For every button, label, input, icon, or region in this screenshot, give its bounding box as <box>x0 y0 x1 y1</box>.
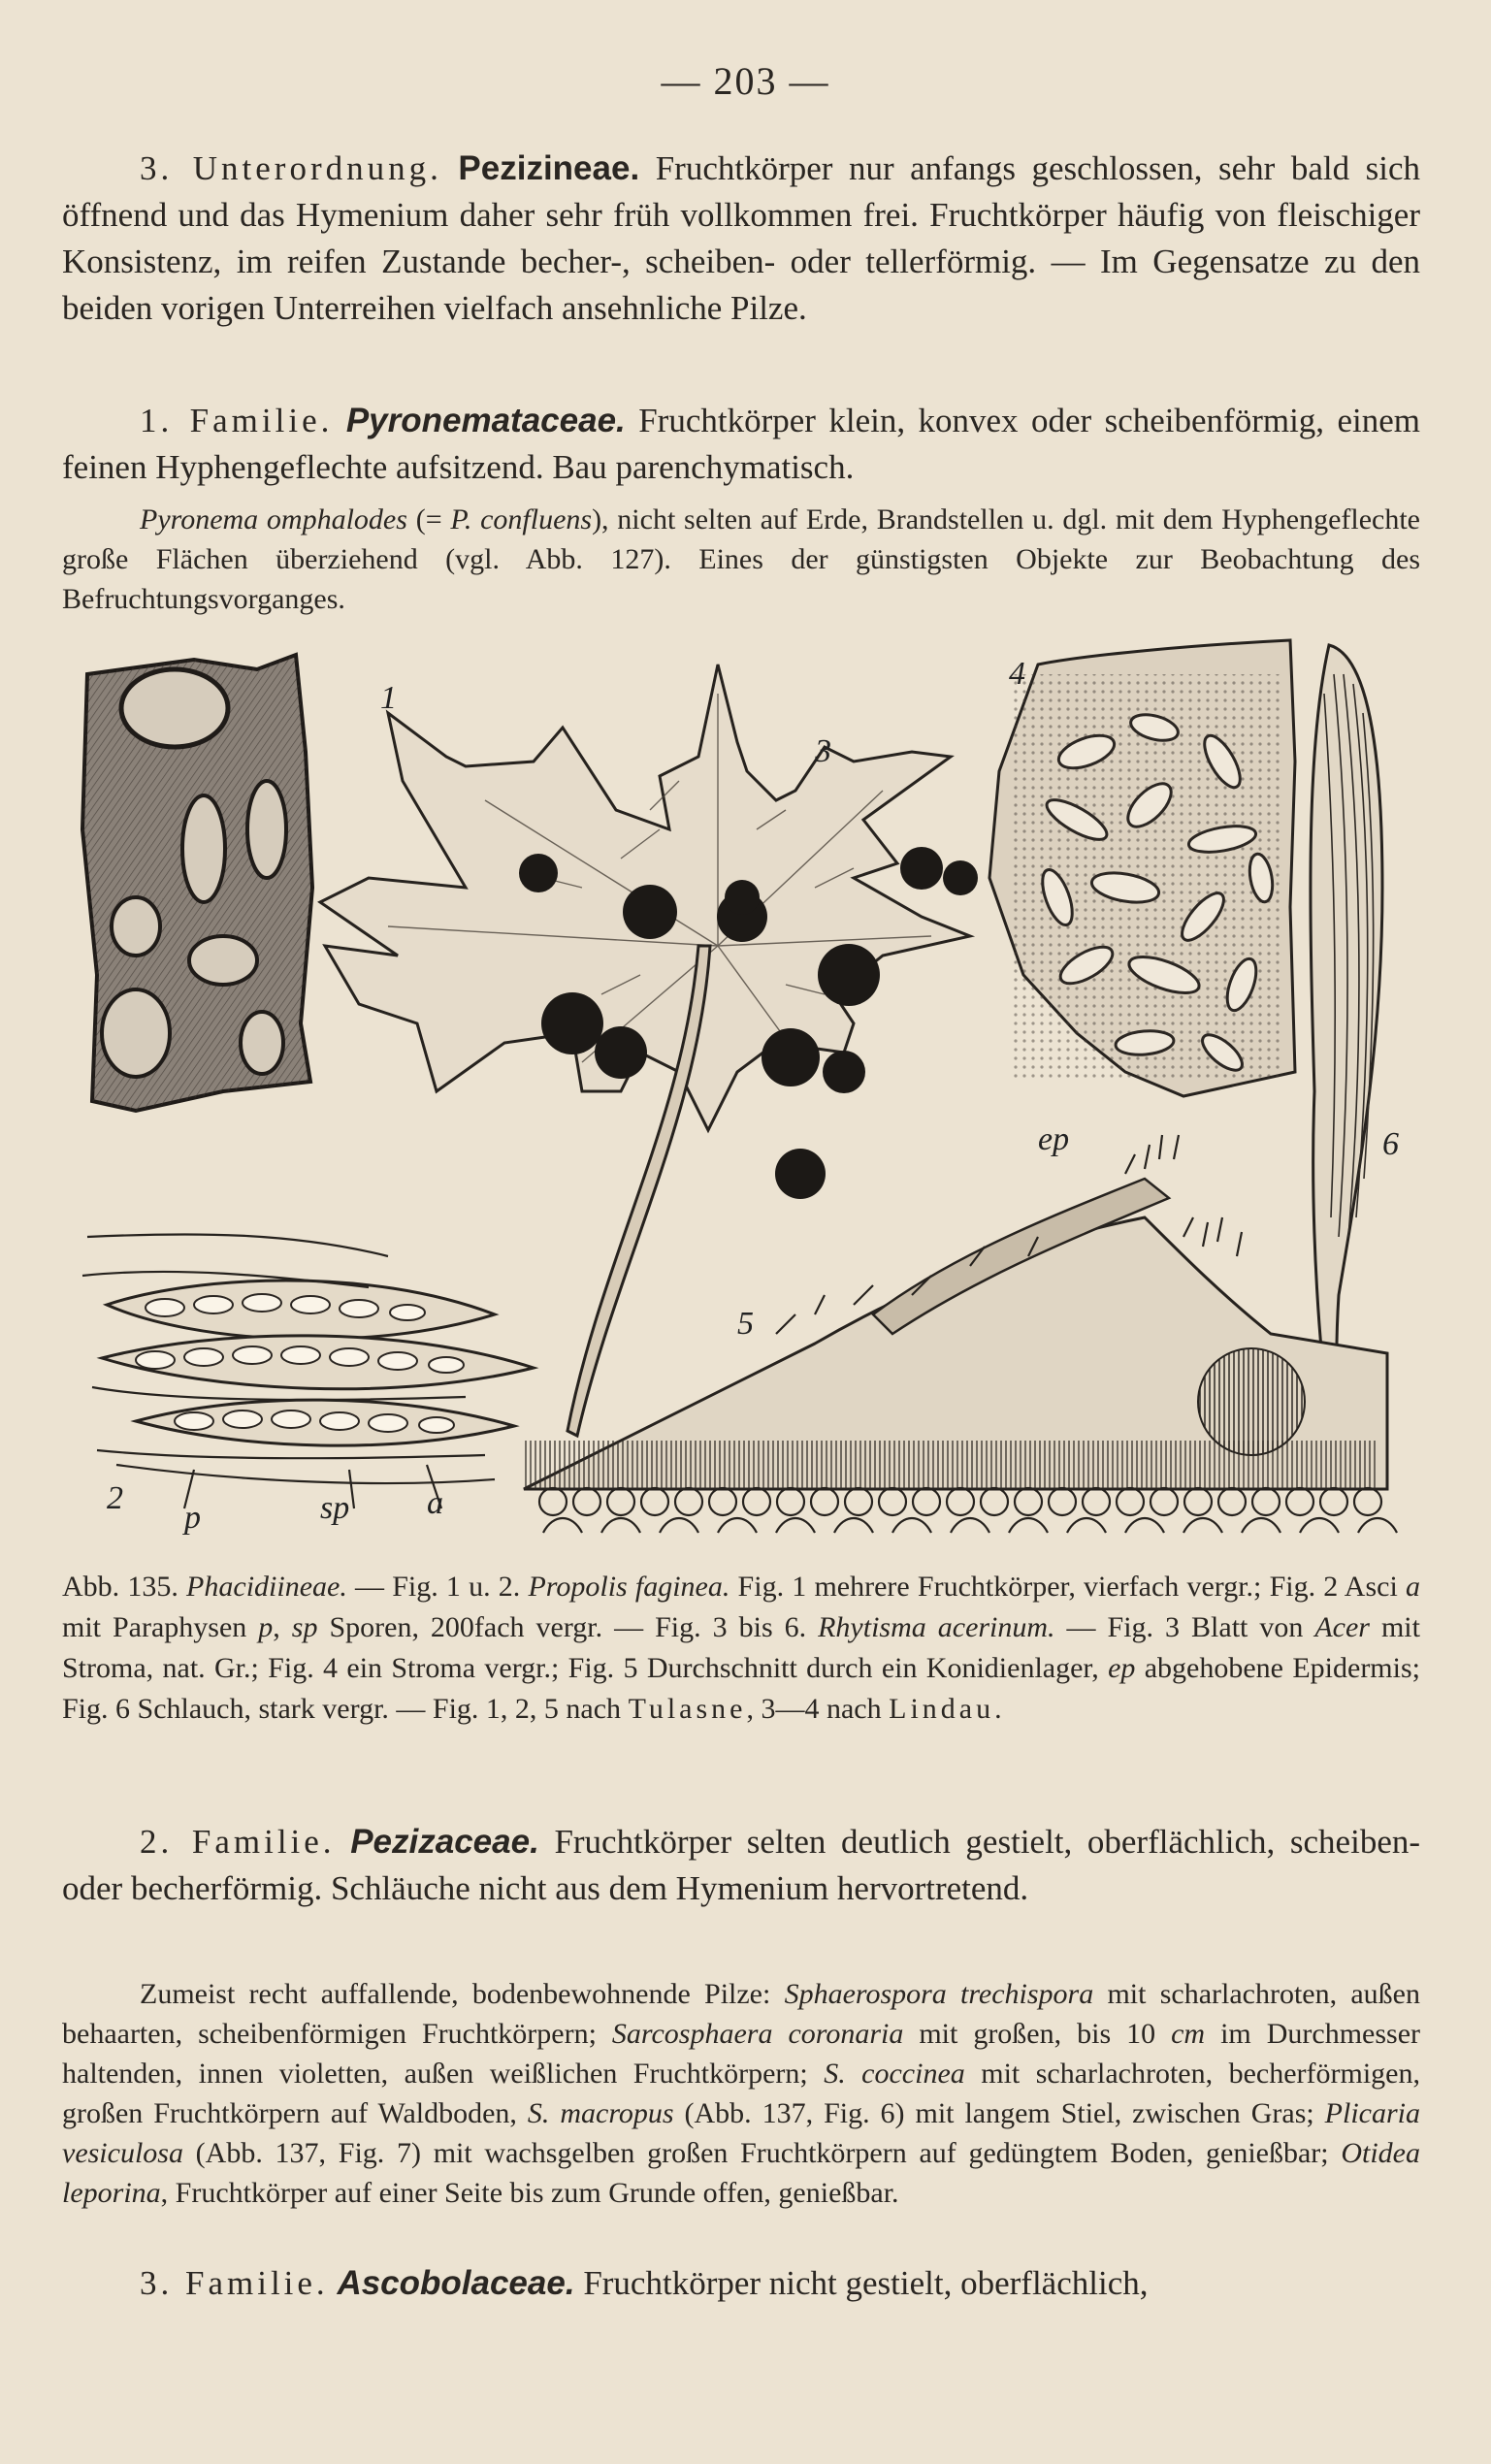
caption-part: — Fig. 3 Blatt von <box>1054 1611 1315 1643</box>
text-part: (Abb. 137, Fig. 6) mit langem Stiel, zwischen Gras; <box>673 2097 1325 2129</box>
suborder-text: Fruchtkörper nur anfangs geschlossen, sehr bald sich öffnend und das Hymenium daher sehr früh vollkommen frei. Fruchtkörper häufig von fleischiger Konsistenz, im reifen Zustande becher-, scheiben- oder tellerförmig. — Im Gegensatze zu den beiden vorigen Unterreihen vielfach ansehnliche Pilze. <box>62 149 1420 327</box>
paragraph-pyronemataceae <box>62 398 1420 491</box>
family-name: Pyronemataceae. <box>345 402 626 439</box>
suborder-label: 3. Unterordnung. <box>140 149 442 187</box>
caption-part: abgehobene Epidermis; Fig. 6 Schlauch, stark vergr. — Fig. 1, 2, 5 nach <box>62 1652 1420 1725</box>
family-name: Pezizaceae. <box>350 1823 539 1861</box>
text-part: mit scharlachroten, außen behaarten, scheibenförmigen Fruchtkörpern; <box>62 1978 1420 2050</box>
family-label: 1. Familie. <box>140 402 334 439</box>
paragraph-pyronema <box>62 500 1420 619</box>
caption-part: p <box>258 1611 274 1643</box>
caption-part: Propolis faginea. <box>528 1571 730 1603</box>
figure-drawing <box>78 635 1416 1547</box>
family-text: Fruchtkörper nicht gestielt, oberflächlich, <box>583 2264 1149 2302</box>
family-text: Fruchtkörper selten deutlich gestielt, oberflächlich, scheiben- oder becherförmig. Schläuche nicht aus dem Hymenium hervortretend. <box>62 1823 1421 1907</box>
species-name: Sarcosphaera coronaria <box>611 2018 904 2050</box>
page-number: — 203 — <box>661 59 830 103</box>
caption-part: a <box>1406 1571 1420 1603</box>
text-part: mit scharlachroten, becherförmigen, großen Fruchtkörpern auf Waldboden, <box>62 2058 1420 2129</box>
species-name: Sphaerospora trechispora <box>784 1978 1094 2010</box>
family-name: Ascobolaceae. <box>337 2264 575 2302</box>
synonym-name: P. confluens <box>450 503 593 535</box>
family-text: Fruchtkörper klein, konvex oder scheibenförmig, einem feinen Hyphengeflechte aufsitzend. Bau parenchymatisch. <box>62 402 1421 486</box>
family-label: 2. Familie. <box>140 1823 336 1861</box>
fig6-label: 6 <box>1382 1126 1399 1162</box>
figure-caption <box>62 1567 1420 1730</box>
text-part: , Fruchtkörper auf einer Seite bis zum Grunde offen, genießbar. <box>160 2177 899 2209</box>
species-name: Plicaria vesiculosa <box>62 2097 1420 2169</box>
caption-part: Acer <box>1314 1611 1370 1643</box>
caption-part: Rhytisma acerinum. <box>818 1611 1055 1643</box>
fig1-label: 1 <box>380 680 397 716</box>
synonym-open: (= <box>415 503 451 535</box>
species-name: Pyronema omphalodes <box>140 503 407 535</box>
caption-part: Tulasne <box>628 1693 747 1725</box>
paragraph-ascobolaceae <box>62 2260 1420 2307</box>
species-name: Otidea leporina <box>62 2137 1420 2209</box>
paragraph-pezizineae <box>62 146 1420 332</box>
caption-part: , 3—4 nach <box>746 1693 890 1725</box>
caption-part: Fig. 1 mehrere Fruchtkörper, vierfach vergr.; Fig. 2 Asci <box>729 1571 1406 1603</box>
ascus-a-label: a <box>427 1485 443 1521</box>
fig5-label: 5 <box>737 1306 754 1342</box>
species-name: S. macropus <box>527 2097 674 2129</box>
fig6-ascus <box>1311 645 1382 1441</box>
caption-part: sp <box>291 1611 318 1643</box>
fig4-stroma <box>989 640 1295 1096</box>
text-part: (Abb. 137, Fig. 7) mit wachsgelben großen Fruchtkörpern auf gedüngtem Boden, genießbar; <box>182 2137 1342 2169</box>
text-part: im Durchmesser haltenden, innen violetten, außen weißlichen Fruchtkörpern; <box>62 2018 1420 2090</box>
species-name: S. coccinea <box>824 2058 965 2090</box>
fig4-label: 4 <box>1009 656 1025 692</box>
fig3-label: 3 <box>815 733 831 769</box>
figure-illustration <box>78 635 1416 1547</box>
caption-part: , <box>273 1611 292 1643</box>
text-part: mit großen, bis 10 <box>903 2018 1172 2050</box>
fig2-asci <box>82 1234 534 1508</box>
caption-part: mit Paraphysen <box>62 1611 259 1643</box>
sporen-label: sp <box>320 1490 350 1526</box>
paragraph-pezizaceae-species <box>62 1974 1420 2213</box>
caption-part: — Fig. 1 u. 2. <box>346 1571 529 1603</box>
caption-part: Phacidiineae. <box>186 1571 347 1603</box>
caption-part: Sporen, 200fach vergr. — Fig. 3 bis 6. <box>317 1611 819 1643</box>
caption-part: Abb. 135. <box>62 1571 187 1603</box>
species-text: ), nicht selten auf Erde, Brandstellen u. dgl. mit dem Hyphengeflechte große Flächen überziehend (vgl. Abb. 127). Eines der günstigsten Objekte zur Beobachtung des Befruchtungsvorganges. <box>62 503 1421 615</box>
caption-part: mit Stroma, nat. Gr.; Fig. 4 ein Stroma vergr.; Fig. 5 Durchschnitt durch ein Konidienlager, <box>62 1611 1420 1684</box>
caption-part: . <box>994 1693 1002 1725</box>
caption-part: ep <box>1108 1652 1136 1684</box>
family-label: 3. Familie. <box>140 2264 329 2302</box>
epidermis-label: ep <box>1038 1121 1070 1157</box>
paraphysen-label: p <box>184 1500 201 1536</box>
text-part: Zumeist recht auffallende, bodenbewohnende Pilze: <box>140 1978 785 2010</box>
fig5-section <box>524 1135 1397 1533</box>
fig1-bark <box>82 655 312 1111</box>
suborder-name: Pezizineae. <box>458 149 640 187</box>
paragraph-pezizaceae <box>62 1819 1420 1912</box>
fig2-label: 2 <box>107 1480 123 1516</box>
unit: cm <box>1171 2018 1206 2050</box>
caption-part: Lindau <box>889 1693 995 1725</box>
